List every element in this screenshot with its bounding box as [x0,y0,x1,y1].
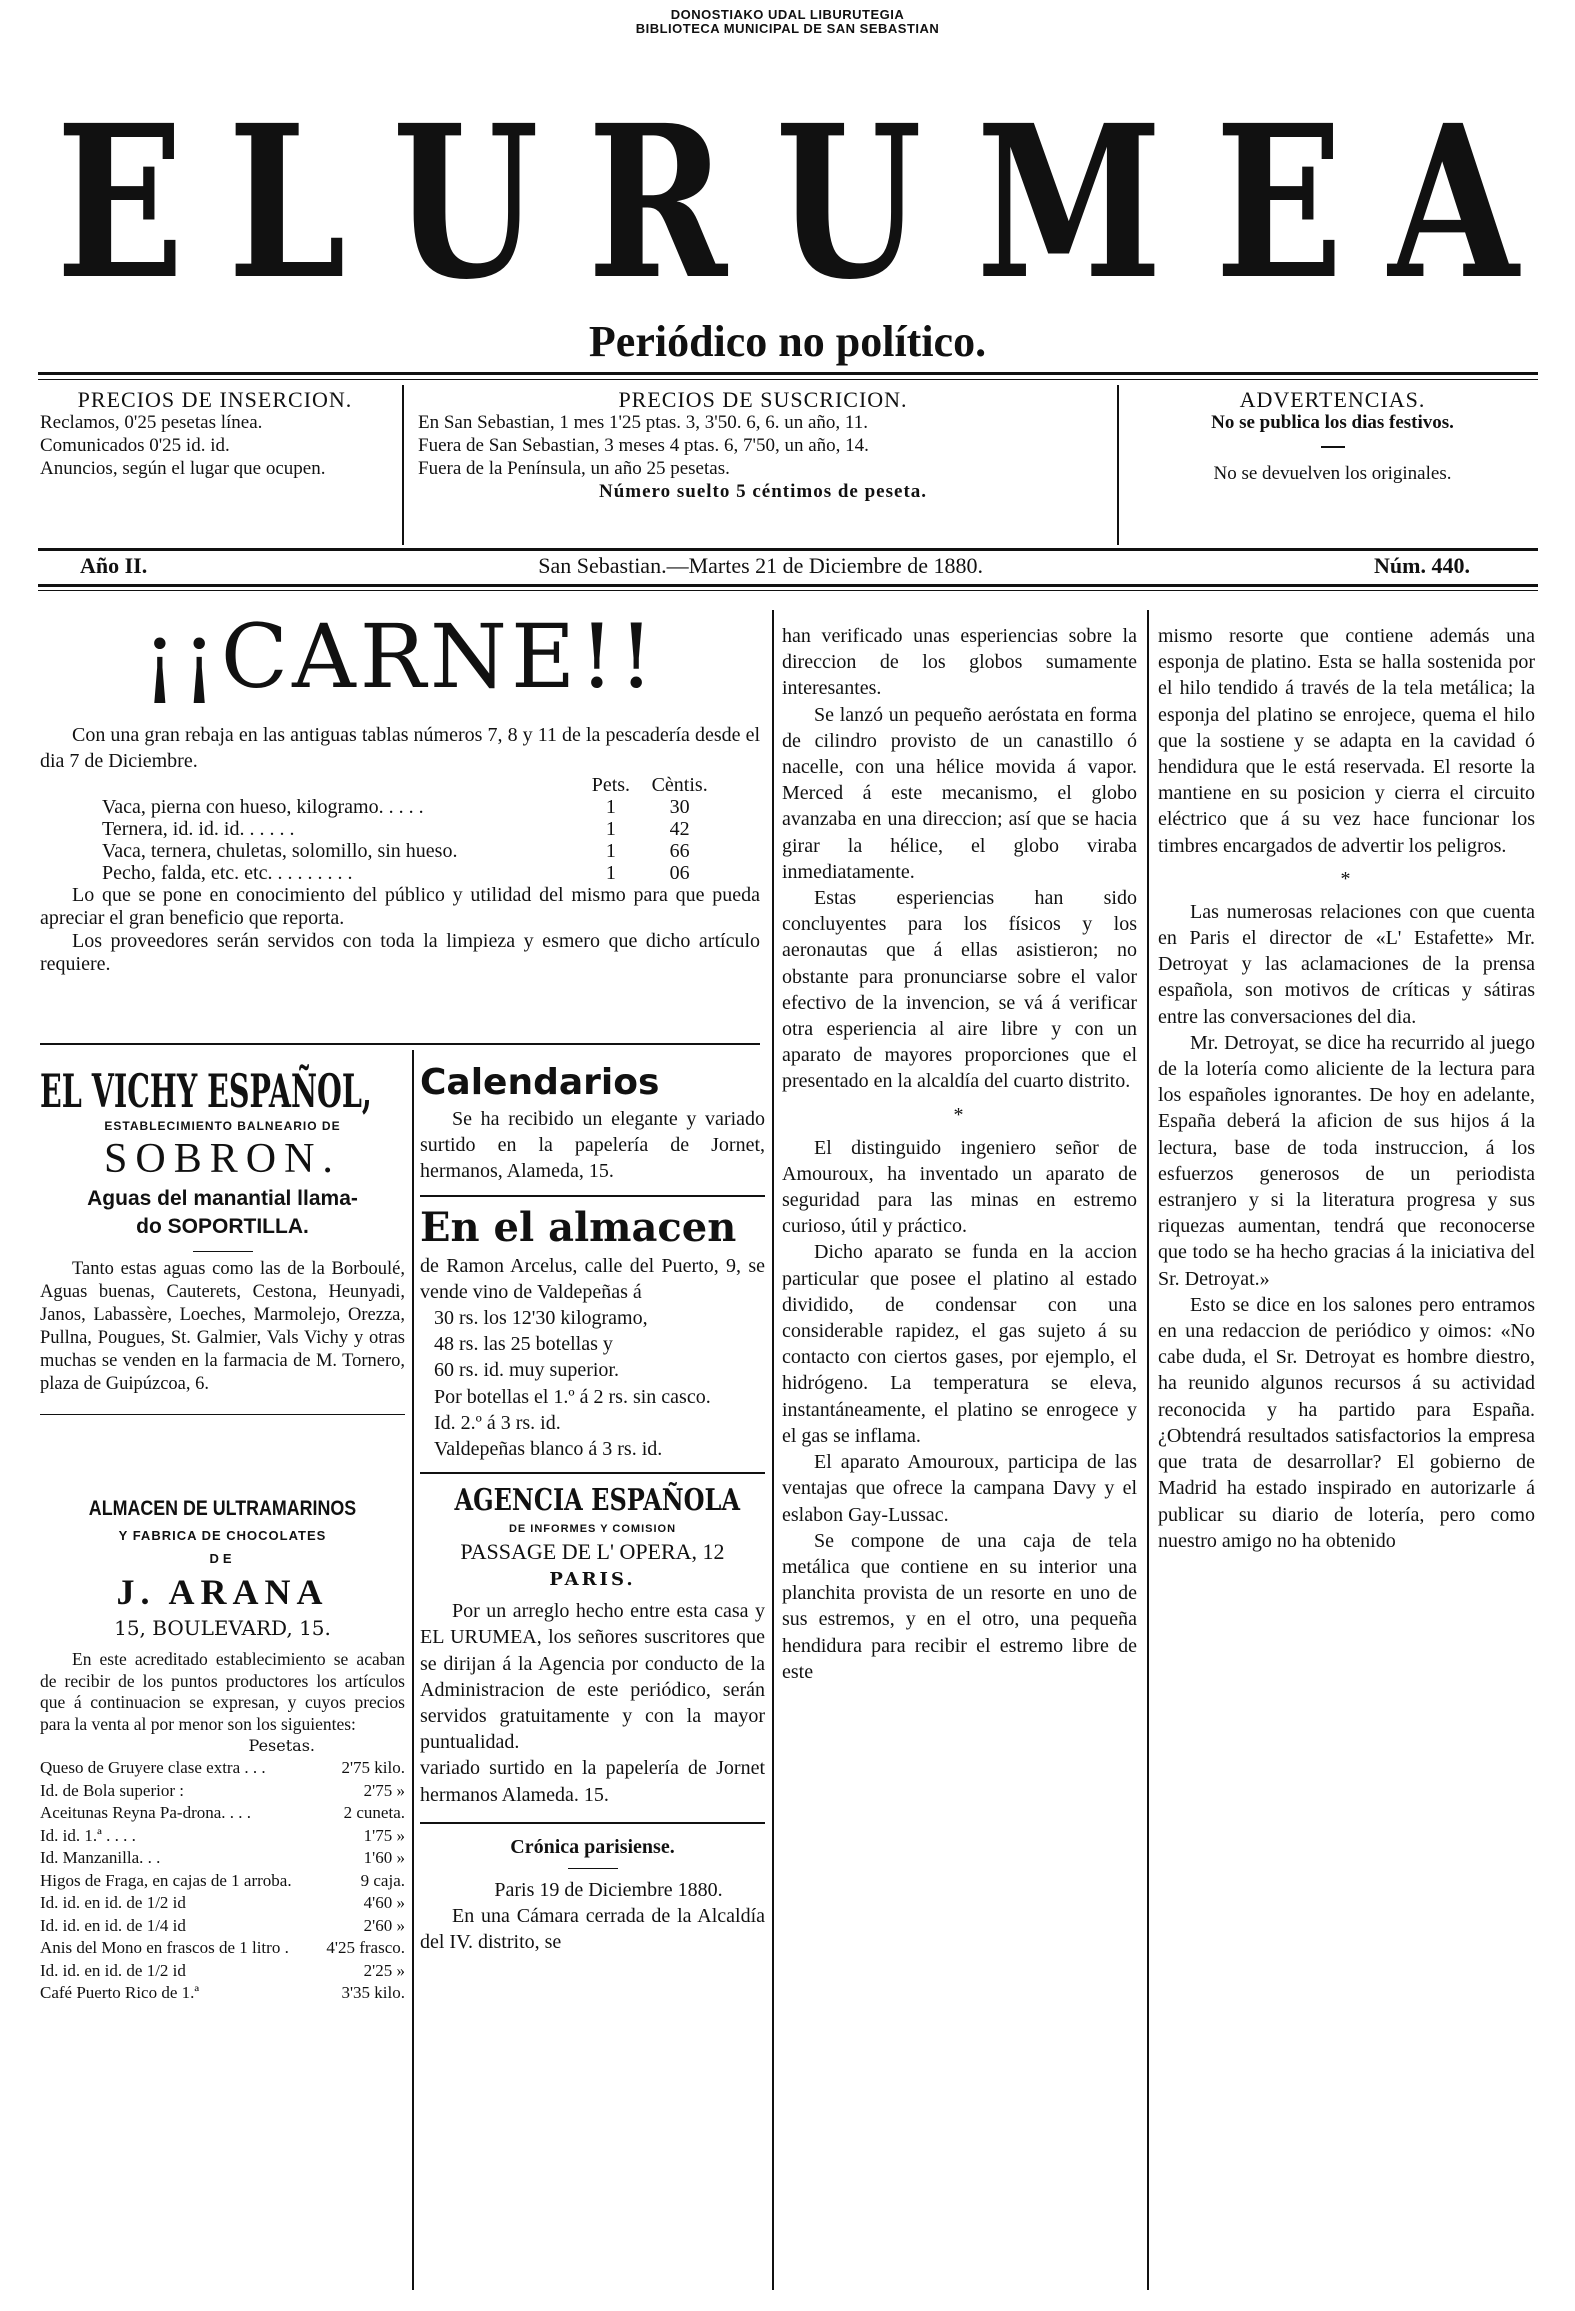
item-price: 4'60 » [363,1893,405,1912]
masthead-letter: E [1214,79,1343,326]
arana-name: J. ARANA [116,1572,329,1612]
list-item [40,1870,405,1893]
column-3 [782,623,1137,1685]
agencia-title: AGENCIA ESPAÑOLA [454,1483,741,1519]
cronica-body-block [420,1877,765,1956]
section-stars: * [1340,867,1353,890]
almacen-body-block [420,1253,765,1463]
item-name: Id. de Bola superior : [40,1780,184,1800]
item-price: 3'35 kilo. [341,1983,405,2002]
vichy-subtitle: ESTABLECIMIENTO BALNEARIO DE [104,1119,341,1133]
item-pts: 1 [605,796,616,819]
list-item [40,1960,405,1983]
arana-ad [40,1495,405,2005]
vichy-ad [40,1065,405,1415]
arana-body-block [40,1649,405,1735]
item-pts: 1 [605,818,616,841]
almacen-price: 60 rs. id. muy superior. [434,1359,619,1382]
calendarios-body: Se ha recibido un elegante y variado surtido en la papelería de Jornet, hermanos, Alameda, 15. [420,1108,765,1183]
item-price: 2'75 kilo. [341,1758,405,1777]
agencia-body-block [420,1598,765,1808]
vichy-name: SOBRON. [104,1136,341,1182]
item-name: Pecho, falda, etc. etc. . . . . . . . . [102,862,353,885]
cronica-dash [568,1868,618,1869]
item-name: Queso de Gruyere clase extra . . . [40,1758,266,1777]
year-label: Año II. [80,553,148,578]
agencia-subtitle: DE INFORMES Y COMISION [508,1523,677,1536]
item-name: Café Puerto Rico de 1.ª [40,1983,200,2002]
section-stars: * [953,1103,966,1126]
advertencias-dash [1321,446,1345,448]
column-rule [420,1195,765,1197]
item-name: Higos de Fraga, en cajas de 1 arroba. [40,1870,292,1890]
item-pts: 1 [605,840,616,863]
list-item [40,1847,405,1870]
carne-p1: Lo que se pone en conocimiento del público y utilidad del mismo para que pueda apreciar el gran beneficio que reporta. [40,884,760,930]
column-4 [1158,623,1535,1554]
suscricion-box [418,388,1108,503]
item-name: Id. id. en id. de 1/2 id [40,1960,186,1980]
cronica-p1: En una Cámara cerrada de la Alcaldía del IV. distrito, se [420,1905,765,1954]
vichy-dash [193,1251,253,1252]
carne-price-table [100,774,720,884]
carne-p2: Los proveedores serán servidos con toda la limpieza y esmero que dicho artículo requiere. [40,930,760,976]
carne-title: ¡¡CARNE!! [142,605,658,708]
library-stamp [0,8,1575,36]
item-price: 2'60 » [363,1915,405,1935]
col4-p2: Las numerosas relaciones con que cuenta en Paris el director de «L' Estafette» Mr. Detroyat y las aclamaciones de la prensa española, son motivos de críticas y sátiras entre las conversaciones del dia. [1158,900,1535,1028]
column-divider [772,610,774,2290]
library-stamp-line1: DONOSTIAKO UDAL LIBURUTEGIA [670,7,905,22]
item-price: 4'25 frasco. [326,1938,405,1957]
col3-p1: han verificado unas esperiencias sobre la direccion de los globos sumamente interesantes. [782,625,1137,700]
suscricion-line: En San Sebastian, 1 mes 1'25 ptas. 3, 3'50. 6, 6. un año, 11. [418,412,868,433]
dateline [80,553,1470,579]
almacen-price: Por botellas el 1.º á 2 rs. sin casco. [434,1385,711,1408]
col3-p5: Dicho aparato se funda en la accion particular que posee el platino al estado dividido, de condensar con una considerable rapidez, el gas sujeto á su contacto con ciertos gases, por ejemplo, el hidrógeno. La temperatura se eleva, instantáneamente, el platino se enrogece y el gas se inflama. [782,1241,1137,1447]
carne-ad [40,605,760,976]
masthead-letter: R [587,79,727,326]
cronica-date: Paris 19 de Diciembre 1880. [494,1878,723,1901]
column-rule [420,1472,765,1474]
almacen-price: Valdepeñas blanco á 3 rs. id. [434,1438,663,1461]
carne-intro: Con una gran rebaja en las antiguas tablas números 7, 8 y 11 de la pescadería desde el dia 7 de Diciembre. [40,724,760,773]
col3-p6: El aparato Amouroux, participa de las ventajas que ofrece la campana Davy y el eslabon Gay-Lussac. [782,1451,1137,1526]
insercion-line: Comunicados 0'25 id. id. [40,435,230,456]
suscricion-line: Fuera de la Península, un año 25 pesetas. [418,458,730,479]
table-row [100,840,720,862]
advertencias-box [1130,388,1535,485]
masthead-subtitle: Periódico no político. [588,317,987,366]
almacen-title: En el almacen [420,1203,737,1251]
advertencias-line: No se publica los dias festivos. [1211,412,1454,433]
dateline-rule-top [38,548,1538,551]
column-divider [1147,610,1149,2290]
agencia-address: PASSAGE DE L' OPERA, 12 [460,1539,725,1565]
table-row [100,818,720,840]
list-item [40,1937,405,1960]
masthead-letter: L [227,79,346,326]
item-price: 2 cuneta. [343,1803,405,1822]
col4-p3: Mr. Detroyat, se dice ha recurrido al juego de la lotería como aliciente de la lectura para los españoles ignorantes. De hoy en adelante, España deberá la aficion de sus hijos á la lectura, base de toda instruccion, á los esfuerzos generosos de un periodista estranjero y si la literatura progresa y sus riquezas aumentan, tendrá que reconocerse que todo se ha hecho gracias á la iniciativa del Sr. Detroyat.» [1158,1031,1535,1290]
item-price: 9 caja. [360,1870,405,1890]
col-pts-header: Pets. [591,774,631,797]
header-rule-thin [38,379,1538,380]
item-cts: 30 [669,796,690,819]
column-2 [420,1060,765,1955]
table-row [100,796,720,818]
insercion-box [40,388,390,480]
agencia-city: PARIS. [549,1569,636,1591]
insercion-line: Anuncios, según el lugar que ocupen. [40,458,326,479]
item-price: 2'25 » [363,1960,405,1980]
agencia-body: Por un arreglo hecho entre esta casa y EL URUMEA, los señores suscritores que se dirijan á la Agencia por conducto de la Administracion de este periódico, serán servidos gratuitamente y con la mayor puntualidad. [420,1600,765,1754]
arana-address: 15, BOULEVARD, 15. [114,1616,331,1640]
arana-title: ALMACEN DE ULTRAMARINOS [88,1497,357,1520]
col3-p4: El distinguido ingeniero señor de Amouroux, ha inventado un aparato de seguridad para las minas en estremo curioso, útil y práctico. [782,1136,1137,1238]
item-pts: 1 [605,862,616,885]
insercion-heading: PRECIOS DE INSERCION. [77,387,353,412]
item-price: 2'75 » [363,1780,405,1800]
masthead-title [40,79,1535,326]
arana-pesetas: Pesetas. [248,1736,315,1755]
item-name: Vaca, ternera, chuletas, solomillo, sin hueso. [102,840,458,863]
almacen-price: 30 rs. los 12'30 kilogramo, [434,1307,648,1330]
calendarios-body-block [420,1106,765,1185]
box-divider [1117,385,1119,545]
item-name: Id. Manzanilla. . . [40,1848,161,1867]
list-item [40,1780,405,1803]
vichy-line4: do SOPORTILLA. [136,1215,309,1238]
place-date: San Sebastian.—Martes 21 de Diciembre de 1880. [538,553,984,578]
item-name: Aceitunas Reyna Pa-drona. . . . [40,1803,252,1822]
col3-p7: Se compone de una caja de tela metálica que contiene en su interior una planchita provista de un resorte en uno de sus estremos, y en el otro, una pequeña hendidura para recibir el estremo libre de este [782,1529,1137,1683]
box-divider [402,385,404,545]
arana-subtitle: Y FABRICA DE CHOCOLATES [118,1528,327,1543]
item-name: Id. id. en id. de 1/2 id [40,1893,186,1912]
almacen-price: 48 rs. las 25 botellas y [434,1333,613,1356]
calendarios-title: Calendarios [420,1062,660,1103]
vichy-line3: Aguas del manantial llama- [87,1187,358,1210]
item-cts: 42 [669,818,690,841]
column-rule [420,1822,765,1824]
list-item [40,1915,405,1938]
masthead-letter: U [392,79,539,326]
col3-p3: Estas esperiencias han sido concluyentes para los físicos y los aeronautas que á ellas asistieron; no obstante para pronunciarse sobre el valor efectivo de la invencion, se vá á verificar otra esperiencia al aire libre y con un aparato de mayores proporciones que el presentado en la alcaldía del cuarto distrito. [782,887,1137,1093]
advertencias-heading: ADVERTENCIAS. [1239,387,1426,412]
arana-de: DE [209,1551,236,1566]
list-item [40,1892,405,1915]
numero-suelto: Número suelto 5 céntimos de peseta. [598,481,928,502]
item-name: Id. id. en id. de 1/4 id [40,1915,186,1935]
insercion-line: Reclamos, 0'25 pesetas línea. [40,412,263,433]
item-name: Id. id. 1.ª . . . . [40,1825,136,1845]
suscricion-heading: PRECIOS DE SUSCRICION. [618,387,908,412]
almacen-price: Id. 2.º á 3 rs. id. [434,1411,561,1434]
masthead-letter: M [976,79,1163,326]
library-stamp-line2: BIBLIOTECA MUNICIPAL DE SAN SEBASTIAN [635,21,940,36]
issue-number: Núm. 440. [1374,553,1470,578]
item-cts: 66 [669,840,690,863]
masthead-letter: A [1388,79,1519,326]
vichy-body-block [40,1258,405,1396]
column-divider [412,1050,414,2290]
col4-p4: Esto se dice en los salones pero entramos en una redaccion de periódico y oimos: «No cabe duda, el Sr. Detroyat es hombre diestro, ha reunido algunos recursos á su actividad reconocida y ha partido para España. ¿Obtendrá resultados satisfactorios la empresa que trata de desarrollar? El gobierno de Madrid ha estado inspirado en autorizarle á publicar su diario de lotería, pero como nuestro amigo no ha obtenido [1158,1293,1535,1552]
masthead-letter: U [775,79,923,326]
list-item [40,1825,405,1848]
list-item [40,1802,405,1825]
suscricion-line: Fuera de San Sebastian, 3 meses 4 ptas. 6, 7'50, un año, 14. [418,435,869,456]
arana-list [40,1757,405,2005]
col4-p1: mismo resorte que contiene además una esponja de platino. Esta se halla sostenida por el hilo tendido á través de la tela metálica; la esponja del platino se enrojece, quema el hilo que la sostiene y se adapta en la cavidad ó hendidura que le está reservada. El resorte la mantiene en su posicion y cierra el circuito eléctrico que á su vez hace funcionar los timbres encargados de advertir los peligros. [1158,625,1535,857]
vichy-body: Tanto estas aguas como las de la Borboulé, Aguas buenas, Cauterets, Cestona, Heunyadi, Janos, Labassère, Loeches, Marmolejo, Orezza, Pullna, Pougues, St. Galmier, Vals Vichy y otras muchas se venden en la farmacia de M. Tornero, plaza de Guipúzcoa, 6. [40,1259,405,1394]
vichy-title: EL VICHY ESPAÑOL, [40,1064,372,1118]
table-row [100,862,720,884]
advertencias-line: No se devuelven los originales. [1213,463,1452,484]
item-name: Ternera, id. id. id. . . . . . [102,818,295,841]
item-price: 1'75 » [363,1825,405,1845]
list-item [40,1982,405,2005]
carne-intro-block [40,722,760,774]
cronica-title: Crónica parisiense. [510,1835,675,1858]
agencia-footer: variado surtido en la papelería de Jornet hermanos Alameda. 15. [420,1757,765,1806]
carne-rule [40,1043,760,1045]
dateline-rule-bottom [38,584,1538,587]
dateline-rule-thin [38,590,1538,591]
carne-body [40,884,760,976]
item-cts: 06 [669,862,690,885]
col3-p2: Se lanzó un pequeño aeróstata en forma de cilindro provisto de un canastillo ó nacelle, con una hélice movida á vapor. Merced á este mecanismo, el globo avanzaba en una direccion; así que se hacia girar la hélice, el globo viraba inmediatamente. [782,703,1137,883]
masthead-letter: E [56,79,185,326]
item-name: Vaca, pierna con hueso, kilogramo. . . . . [102,796,424,819]
list-item [40,1757,405,1780]
item-name: Anis del Mono en frascos de 1 litro . [40,1938,289,1957]
item-price: 1'60 » [363,1848,405,1867]
header-rule [38,372,1538,375]
col-cts-header: Cèntis. [651,774,708,797]
vichy-rule [40,1414,405,1415]
almacen-body: de Ramon Arcelus, calle del Puerto, 9, se vende vino de Valdepeñas á [420,1254,765,1303]
arana-body: En este acreditado establecimiento se acaban de recibir de los puntos productores los artículos que á continuacion se expresan, y cuyos precios para la venta al por menor son los siguientes: [40,1649,405,1734]
